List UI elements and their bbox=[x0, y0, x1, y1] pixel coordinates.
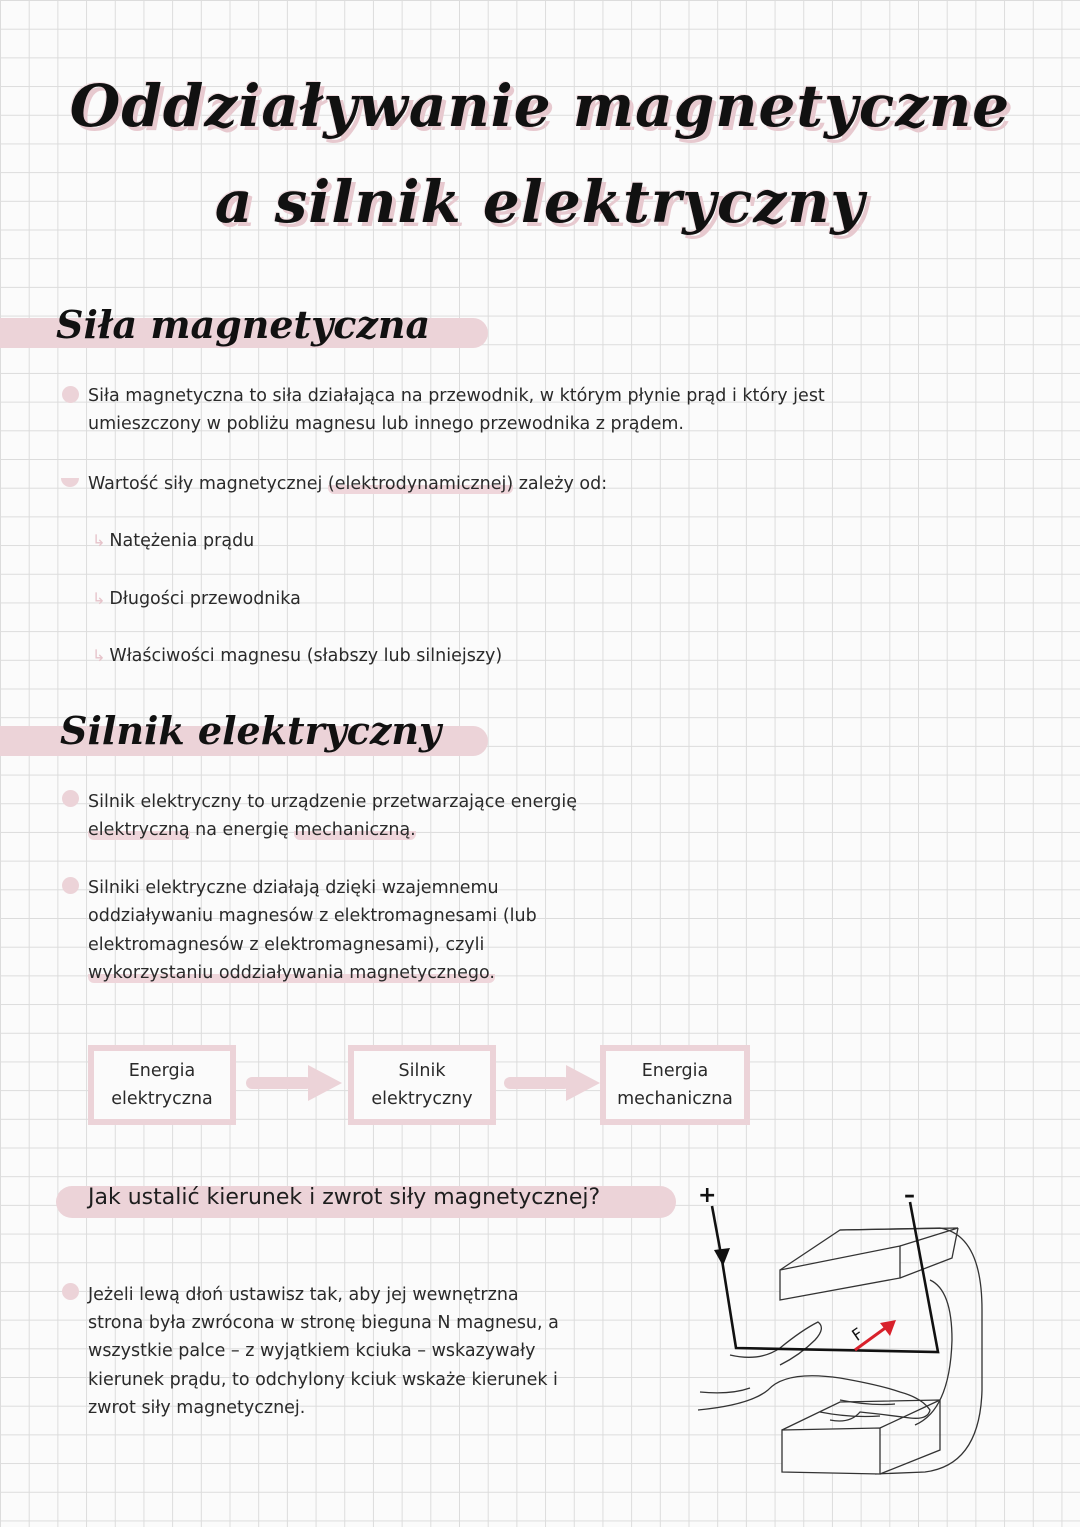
paragraph-line: Silniki elektryczne działają dzięki wzajemnemu bbox=[88, 878, 499, 898]
factor-item bbox=[92, 642, 502, 671]
paragraph-line: elektromagnesów z elektromagnesami), czyli bbox=[88, 935, 485, 955]
factor-item bbox=[92, 585, 301, 614]
positive-terminal-label: + bbox=[698, 1183, 717, 1208]
text-fragment: zależy od: bbox=[513, 474, 608, 494]
bullet-dot bbox=[62, 877, 79, 894]
paragraph-line bbox=[88, 816, 416, 845]
bullet-dot bbox=[62, 790, 79, 807]
text-fragment: na energię bbox=[189, 820, 295, 840]
factor-label: Właściwości magnesu (słabszy lub silniejszy) bbox=[109, 646, 503, 666]
flow-box-energia-elektryczna: Energia elektryczna bbox=[88, 1045, 236, 1125]
bullet-dot bbox=[61, 478, 79, 487]
paragraph-line: umieszczony w pobliżu magnesu lub innego przewodnika z prądem. bbox=[88, 414, 684, 434]
bullet-dot bbox=[62, 1283, 79, 1300]
paragraph-line bbox=[88, 959, 495, 988]
paragraph-line: Siła magnetyczna to siła działająca na przewodnik, w którym płynie prąd i który jest bbox=[88, 386, 825, 406]
paragraph-line bbox=[88, 470, 607, 499]
factor-item bbox=[92, 527, 254, 556]
factor-label: Natężenia prądu bbox=[109, 531, 255, 551]
page-title-line-2: a silnik elektryczny bbox=[214, 168, 866, 236]
return-arrow-icon: ↳ bbox=[92, 589, 106, 608]
return-arrow-icon: ↳ bbox=[92, 531, 106, 550]
highlighted-term: (elektrodynamicznej) bbox=[327, 474, 514, 494]
highlighted-term: mechaniczną. bbox=[294, 820, 416, 840]
force-label: F bbox=[848, 1323, 867, 1345]
paragraph-line: zwrot siły magnetycznej. bbox=[88, 1398, 306, 1418]
paragraph-line: Silnik elektryczny to urządzenie przetwarzające energię bbox=[88, 792, 577, 812]
question-heading: Jak ustalić kierunek i zwrot siły magnetycznej? bbox=[88, 1185, 601, 1210]
section-heading-sila: Siła magnetyczna bbox=[56, 302, 431, 347]
highlighted-term: elektryczną bbox=[88, 820, 190, 840]
paragraph-line: strona była zwrócona w stronę bieguna N magnesu, a bbox=[88, 1313, 559, 1333]
return-arrow-icon: ↳ bbox=[92, 646, 106, 665]
flow-arrow-icon bbox=[244, 1062, 344, 1104]
paragraph-line: oddziaływaniu magnesów z elektromagnesami (lub bbox=[88, 906, 537, 926]
bullet-dot bbox=[62, 386, 79, 403]
negative-terminal-label: – bbox=[904, 1183, 915, 1208]
flow-box-energia-mechaniczna: Energia mechaniczna bbox=[600, 1045, 750, 1125]
highlighted-term: wykorzystaniu oddziaływania magnetycznego. bbox=[88, 963, 495, 983]
left-hand-rule-diagram bbox=[690, 1180, 1000, 1480]
flow-arrow-icon bbox=[502, 1062, 602, 1104]
paragraph-line: kierunek prądu, to odchylony kciuk wskaże kierunek i bbox=[88, 1370, 558, 1390]
page-title-line-1: Oddziaływanie magnetyczne bbox=[69, 72, 1011, 140]
text-fragment: Wartość siły magnetycznej bbox=[88, 474, 328, 494]
paragraph-line: Jeżeli lewą dłoń ustawisz tak, aby jej wewnętrzna bbox=[88, 1285, 519, 1305]
paragraph-line: wszystkie palce – z wyjątkiem kciuka – wskazywały bbox=[88, 1341, 536, 1361]
flow-box-silnik: Silnik elektryczny bbox=[348, 1045, 496, 1125]
section-heading-silnik: Silnik elektryczny bbox=[60, 708, 442, 753]
factor-label: Długości przewodnika bbox=[109, 589, 301, 609]
